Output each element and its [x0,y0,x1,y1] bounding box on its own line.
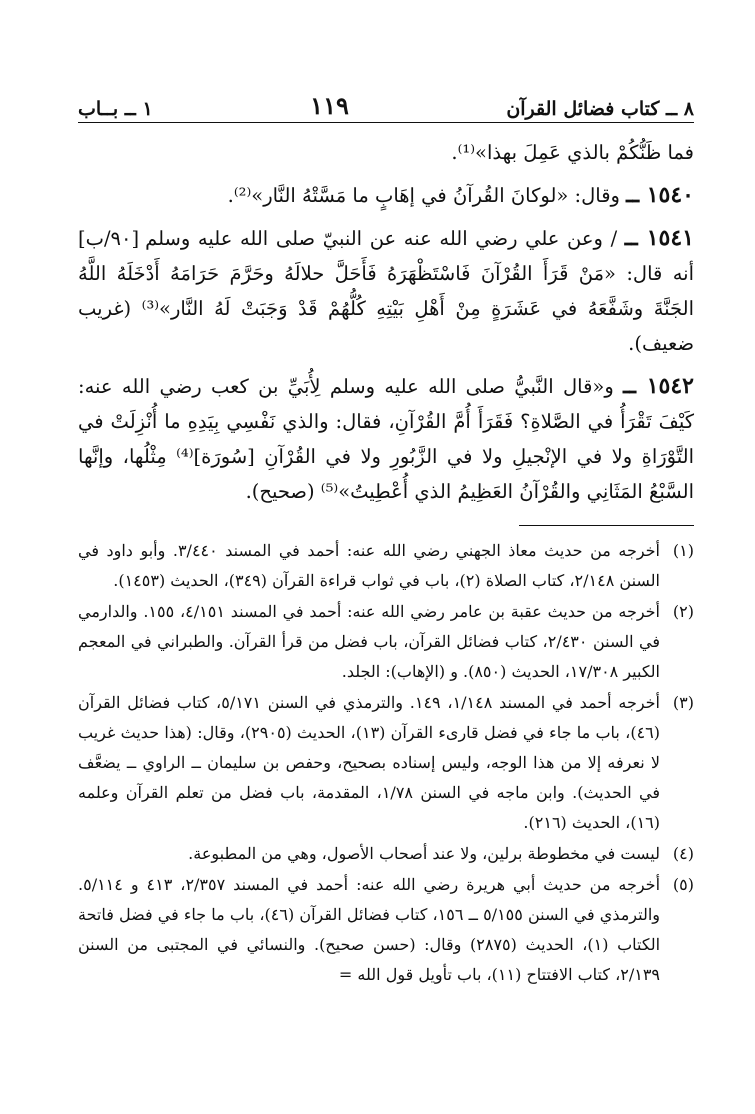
footnote-text: أخرجه من حديث أبي هريرة رضي الله عنه: أحمد في المسند ٢/٣٥٧، ٤١٣ و ٥/١١٤. والترمذي في السنن ٥/١٥٥ ــ ١٥٦، كتاب فضائل القرآن (٤٦)، باب ما جاء في فضل فاتحة الكتاب (١)، الحديث (٢٨٧٥) وقال: (حسن صحيح). والنسائي في المجتبى من السنن ٢/١٣٩، كتاب الافتتاح (١١)، باب تأويل قول الله = [78,875,661,984]
hadith-number: ١٥٤١ ــ [624,225,694,251]
main-text [78,135,694,509]
footnote-number: (٥) [672,875,694,894]
footnote-5 [78,870,694,990]
footnote-text: ليست في مخطوطة برلين، ولا عند أصحاب الأصول، وهي من المطبوعة. [188,844,660,863]
footnote-4 [78,839,694,869]
running-header [78,92,694,123]
footnote-1 [78,536,694,596]
chapter-title: ١ ــ بــاب [78,98,153,120]
footnote-2 [78,597,694,687]
footnote-number: (٢) [672,602,694,621]
intro-line: فما ظَنُّكُمْ بالذي عَمِلَ بهذا»⁽¹⁾. [451,141,694,164]
hadith-number: ١٥٤٠ ــ [626,182,694,208]
folio-marker: [٩٠/ب] [78,227,140,250]
book-page [78,92,694,991]
footnotes [78,536,694,990]
footnote-text: أخرجه من حديث معاذ الجهني رضي الله عنه: أحمد في المسند ٣/٤٤٠. وأبو داود في السنن ٢/١٤٨، كتاب الصلاة (٢)، باب في ثواب قراءة القرآن (٣٤٩)، الحديث (١٤٥٣). [78,541,661,590]
hadith-1540 [78,178,694,213]
footnote-text: أخرجه أحمد في المسند ١/١٤٨، ١٤٩. والترمذي في السنن ٥/١٧١، كتاب فضائل القرآن (٤٦)، باب ما جاء في فضل قارىء القرآن (١٣)، الحديث (٢٩٠٥)، وقال: (هذا حديث غريب لا نعرفه إلا من هذا الوجه، وليس إسناده بصحيح، وحفص بن سليمان ــ الراوي ــ يضعَّف في الحديث). وابن ماجه في السنن ١/٧٨، المقدمة، باب فضل من تعلم القرآن وعلمه (١٦)، الحديث (٢١٦). [78,693,661,832]
hadith-text: و«قال النَّبيُّ صلى الله عليه وسلم لِأُبَيِّ بن كعب رضي الله عنه: كَيْفَ تَقْرَأُ في الصَّلاةِ؟ فَقَرَأَ أُمَّ القُرْآنِ، فقال: والذي نَفْسِي بِيَدِهِ ما أُنْزِلَتْ في التَّوْرَاةِ ولا في الإنْجيلِ ولا في الزَّبُورِ ولا في القُرْآنِ [سُورَة]⁽⁴⁾ مِثْلُها، وإنَّها السَّبْعُ المَثَانِي والقُرْآنُ العَظِيمُ الذي أُعْطِيتُ»⁽⁵⁾ (صحيح). [78,375,694,503]
hadith-number: ١٥٤٢ ــ [623,373,694,399]
hadith-text: / وعن علي رضي الله عنه عن النبيّ صلى الله عليه وسلم أنه قال: «مَنْ قَرَأَ القُرْآنَ فَاسْتَظْهَرَهُ فَأَحَلَّ حلالَهُ وحَرَّمَ حَرَامَهُ أَدْخَلَهُ اللَّهُ الجَنَّةَ وشَفَّعَهُ في عَشَرَةٍ مِنْ أَهْلِ بَيْتِهِ كُلُّهُمْ قَدْ وَجَبَتْ لَهُ النَّار»⁽³⁾ (غريب ضعيف). [78,227,694,355]
footnote-number: (١) [672,541,694,560]
footnote-text: أخرجه من حديث عقبة بن عامر رضي الله عنه: أحمد في المسند ٤/١٥١، ١٥٥. والدارمي في السنن ٢/٤٣٠، كتاب فضائل القرآن، باب فضل من قرأ القرآن. والطبراني في المعجم الكبير ١٧/٣٠٨، الحديث (٨٥٠). و (الإهاب): الجلد. [78,602,661,681]
hadith-1541 [78,221,694,361]
book-title: ٨ ــ كتاب فضائل القرآن [506,98,694,120]
footnote-3 [78,688,694,838]
footnote-number: (٤) [672,844,694,863]
hadith-text: وقال: «لوكانَ القُرآنُ في إهَابٍ ما مَسَّتْهُ النَّار»⁽²⁾. [227,184,620,207]
page-number: ١١٩ [310,91,349,120]
footnote-number: (٣) [672,693,694,712]
hadith-1542 [78,369,694,509]
footnote-divider [519,525,694,526]
